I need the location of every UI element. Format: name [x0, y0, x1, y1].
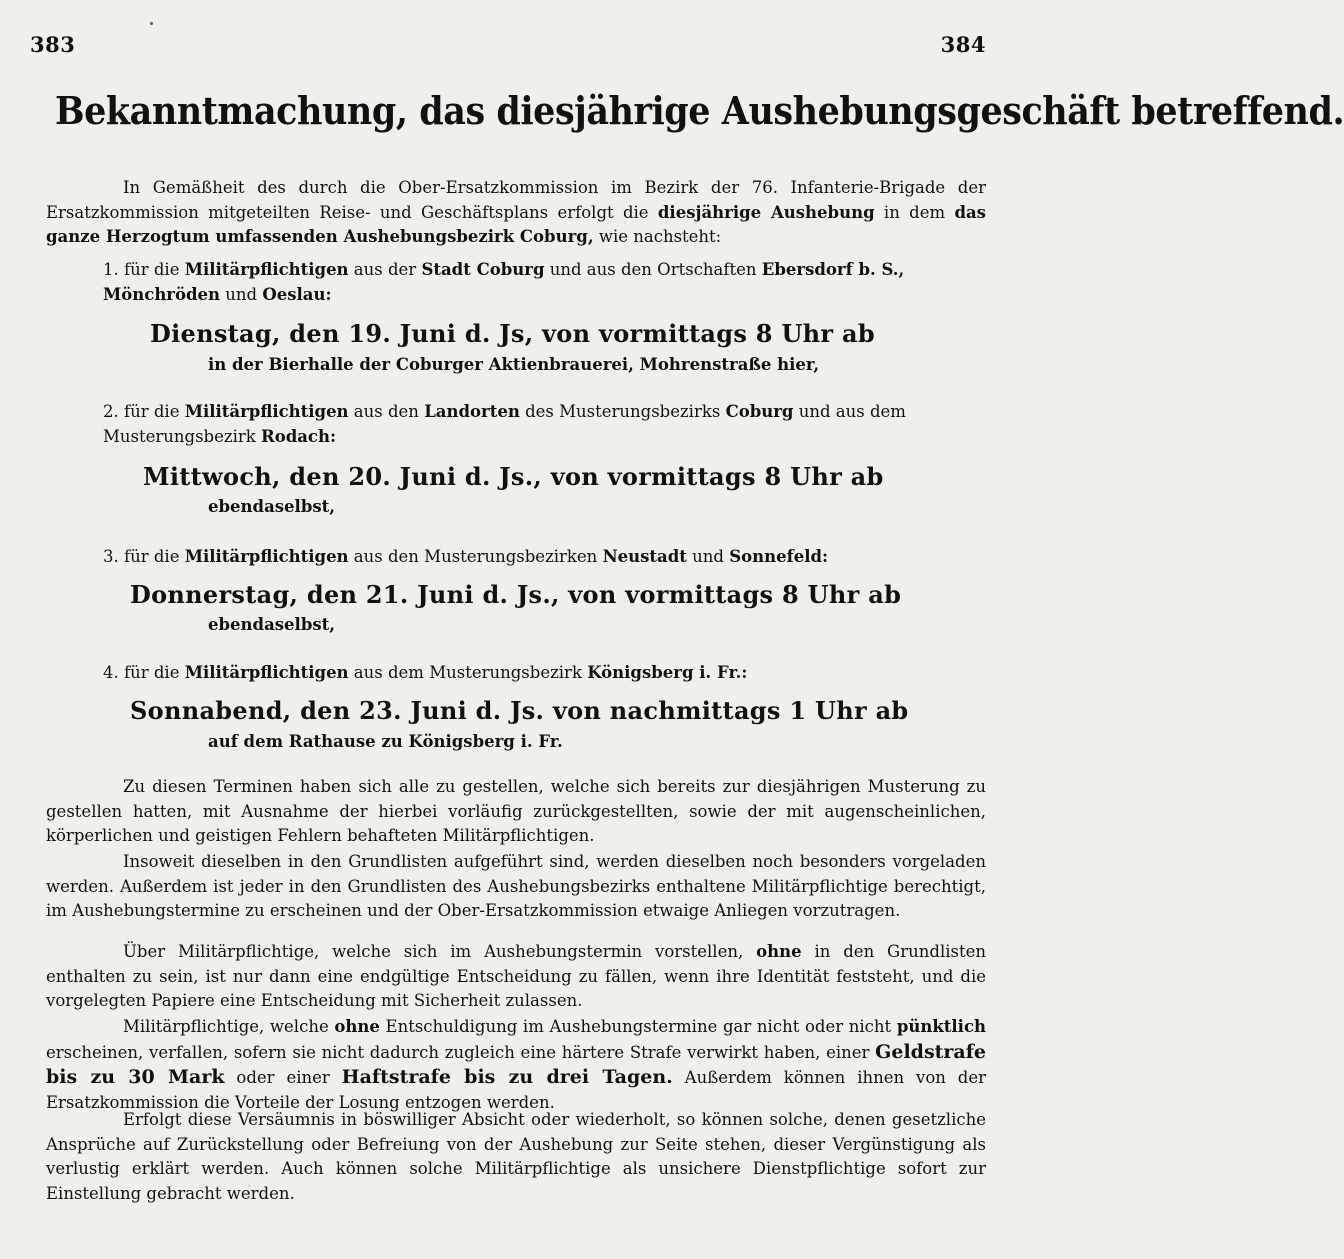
paragraph-5: Erfolgt diese Versäumnis in böswilliger Absicht oder wiederholt, so können solche, denen gesetzliche Ansprüche auf Zurückstellung oder Befreiung von der Aushebung zur Seite stehen, dieser Vergünstigung als verlustig erklärt werden. Auch können solche Militärpflichtige als unsichere Dienstpflichtige sofort zur Einstellung gebracht werden. [46, 1110, 986, 1203]
date-line-2: Mittwoch, den 20. Juni d. Js., von vormittags 8 Uhr ab [143, 462, 884, 491]
place-line-2: ebendaselbst, [208, 497, 336, 516]
item-text: und [220, 284, 263, 304]
item-number: 2. [103, 402, 119, 421]
schedule-item-3 [103, 545, 988, 570]
item-bold: Coburg [725, 402, 794, 421]
item-bold: Stadt Coburg [421, 260, 545, 279]
schedule-item-1 [103, 258, 988, 307]
item-text: des Musterungsbezirks [519, 402, 726, 421]
intro-bold-2: das ganze Herzogtum umfassenden Aushebungsbezirk Coburg, [46, 202, 986, 246]
item-bold: Rodach: [260, 426, 337, 446]
item-bold: Militärpflichtigen [184, 663, 349, 682]
item-number: 3. [103, 547, 119, 566]
item-number: 1. [103, 260, 119, 279]
paragraph-bold: pünktlich [896, 1017, 986, 1036]
item-bold: Sonnefeld: [729, 547, 829, 566]
announcement-title: Bekanntmachung, das diesjährige Aushebungsgeschäft betreffend. [55, 88, 1344, 133]
item-bold: Oeslau: [262, 284, 332, 304]
paragraph-bold: ohne [756, 942, 802, 961]
item-text: und [686, 547, 730, 566]
date-line-3: Donnerstag, den 21. Juni d. Js., von vormittags 8 Uhr ab [130, 580, 902, 609]
item-text: für die [118, 402, 185, 421]
paragraph-text: Über Militärpflichtige, welche sich im Aushebungstermin vorstellen, [123, 942, 757, 961]
place-line-4: auf dem Rathause zu Königsberg i. Fr. [208, 732, 563, 751]
page-number-right: 384 [940, 32, 986, 57]
paragraph-2: Insoweit dieselben in den Grundlisten aufgeführt sind, werden dieselben noch besonders vorgeladen werden. Außerdem ist jeder in den Grundlisten des Aushebungsbezirks enthaltene Militärpflichtige berechtigt, im Aushebungstermine zu erscheinen und der Ober-Ersatzkommission etwaige Anliegen vorzutragen. [46, 852, 986, 920]
paragraph-text: Militärpflichtige, welche [123, 1017, 335, 1036]
paragraph-text: Außerdem können ihnen von der Ersatzkommission die Vorteile der Losung entzogen werden. [46, 1068, 986, 1112]
paragraph-text: Entschuldigung im Aushebungstermine gar nicht oder nicht [379, 1017, 897, 1036]
item-bold: Ebersdorf b. S., Mönchröden [103, 260, 905, 304]
item-text: aus den [348, 402, 425, 421]
paragraph-3 [46, 940, 986, 1014]
print-speck [150, 22, 153, 25]
schedule-item-2 [103, 400, 988, 449]
item-bold: Militärpflichtigen [184, 547, 349, 566]
item-text: aus der [348, 260, 422, 279]
paragraph-text: in den Grundlisten enthalten zu sein, ist nur dann eine endgültige Entscheidung zu fällen, wenn ihre Identität feststeht, und die vorgelegten Papiere eine Entscheidung mit Sicherheit zulassen. [46, 942, 986, 1010]
item-bold: Militärpflichtigen [184, 260, 349, 279]
item-bold: Militärpflichtigen [184, 402, 349, 421]
item-text: für die [118, 663, 185, 682]
place-line-3: ebendaselbst, [208, 615, 336, 634]
paragraph-bold: Haftstrafe bis zu drei Tagen. [341, 1066, 673, 1088]
item-text: aus den Musterungsbezirken [348, 547, 603, 566]
item-text: und aus dem Musterungsbezirk [103, 402, 906, 446]
paragraph-4 [46, 1015, 986, 1115]
paragraph-text: oder einer [224, 1068, 342, 1087]
intro-paragraph [46, 176, 986, 250]
item-text: und aus den Ortschaften [544, 260, 762, 279]
item-text: für die [118, 260, 185, 279]
item-bold: Landorten [424, 402, 520, 421]
intro-text-1: In Gemäßheit des durch die Ober-Ersatzkommission im Bezirk der 76. Infanterie-Brigade der Ersatzkommission mitgeteilten Reise- und Geschäftsplans erfolgt die [46, 178, 986, 222]
item-bold: Neustadt [602, 547, 687, 566]
item-number: 4. [103, 663, 119, 682]
intro-text-2: in dem [874, 202, 955, 222]
date-line-4: Sonnabend, den 23. Juni d. Js. von nachmittags 1 Uhr ab [130, 696, 909, 725]
date-line-1: Dienstag, den 19. Juni d. Js, von vormittags 8 Uhr ab [150, 319, 875, 348]
item-bold: Königsberg i. Fr.: [587, 663, 748, 682]
page-number-left: 383 [30, 32, 76, 57]
intro-text-3: wie nachsteht: [593, 227, 722, 246]
paragraph-text: erscheinen, verfallen, sofern sie nicht dadurch zugleich eine härtere Strafe verwirkt haben, einer [46, 1042, 876, 1062]
schedule-item-4 [103, 661, 988, 686]
item-text: für die [118, 547, 185, 566]
paragraph-bold: ohne [334, 1017, 380, 1036]
intro-bold-1: diesjährige Aushebung [657, 202, 875, 222]
place-line-1: in der Bierhalle der Coburger Aktienbrauerei, Mohrenstraße hier, [208, 355, 820, 374]
paragraph-1: Zu diesen Terminen haben sich alle zu gestellen, welche sich bereits zur diesjährigen Musterung zu gestellen hatten, mit Ausnahme der hierbei vorläufig zurückgestellten, sowie der mit augenscheinlichen, körperlichen und geistigen Fehlern behafteten Militärpflichtigen. [46, 777, 986, 845]
item-text: aus dem Musterungsbezirk [348, 663, 588, 682]
paragraph-bold: Geldstrafe bis zu 30 Mark [46, 1040, 986, 1088]
